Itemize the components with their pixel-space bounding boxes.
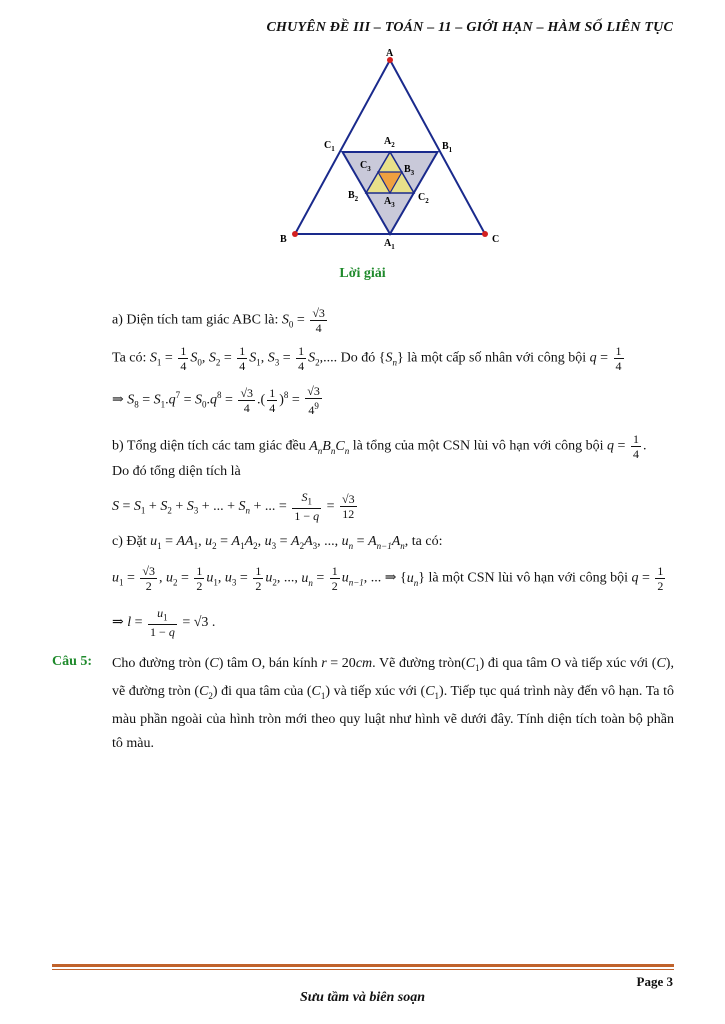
footer-credit: Sưu tầm và biên soạn (299, 990, 426, 1005)
label-B: B (280, 234, 287, 245)
label-A2: $A_2$ (384, 136, 395, 149)
label-B1: $B_1$ (442, 141, 453, 154)
label-A3: $A_3$ (384, 196, 395, 209)
nested-triangles-figure (270, 48, 510, 258)
point-B (292, 231, 298, 237)
label-B2: $B_2$ (348, 190, 359, 203)
label-A1: $A_1$ (384, 238, 395, 251)
solution-c-line2: $u_1$ = $\frac{√3}{2}$ , $u_2$ = $\frac{1}{2}$ $u_1$, $u_3$ = $\frac{1}{2}$ $u_2$, ..., $u_n$ = $\frac{1}{2}$ $u_{n-1}$, ... ⇒ $\{u_n\}$ là một CSN lùi vô hạn với công bội q = $\frac{1}{2}$ (112, 564, 664, 593)
solution-title: Lời giải (339, 266, 386, 281)
solution-a-line3: ⇒ $S_8 = S_1.q^7 = S_0.q^8$ = $\frac{√3}{4}$ .( $\frac{1}{4}$ )$^8$ = $\frac{√3}{4^9}$ (112, 384, 320, 417)
label-C1: $C_1$ (324, 140, 335, 153)
page-number: Page 3 (636, 974, 673, 989)
page-header: CHUYÊN ĐỀ III – TOÁN – 11 – GIỚI HẠN – HÀM SỐ LIÊN TỤC (266, 20, 673, 35)
label-C3: $C_3$ (360, 160, 371, 173)
solution-a-line2: Ta có: $S_1$ = $\frac{1}{4}$ $S_0$, $S_2$ = $\frac{1}{4}$ $S_1$, $S_3$ = $\frac{1}{4}$ $S_2$,.... Do đó $\{S_n\}$ là một cấp số nhân với công bội q = $\frac{1}{4}$ (112, 344, 622, 373)
label-A: A (386, 48, 394, 59)
solution-a-line1: a) Diện tích tam giác ABC là: $S_0$ = $\frac{√3}{4}$ (112, 306, 325, 335)
label-B3: $B_3$ (404, 164, 415, 177)
solution-b-line2: Do đó tổng diện tích là (112, 464, 241, 479)
solution-b-line3: $S = S_1 + S_2 + S_3$ + ... + $S_n$ + ... = $\frac{S_1}{1 - q}$ = $\frac{√3}{12}$ (112, 490, 355, 524)
footer-divider (52, 964, 674, 967)
label-C2: $C_2$ (418, 192, 429, 205)
solution-c-line3: ⇒ l = $\frac{u_1}{1 - q}$ = √3 . (112, 606, 216, 640)
solution-b-line1: b) Tổng diện tích các tam giác đều $A_nB_nC_n$ là tổng của một CSN lùi vô hạn với công bội q = $\frac{1}{4}$ . (112, 432, 647, 461)
footer-divider-thin (52, 969, 674, 970)
question-5-label: Câu 5: (52, 654, 93, 669)
point-C (482, 231, 488, 237)
solution-c-line1: c) Đặt $u_1 = AA_1$, $u_2 = A_1A_2$, $u_3 = A_2A_3$, ..., $u_n = A_{n-1}A_n$, ta có: (112, 534, 443, 551)
question-5-text: Cho đường tròn (C) tâm O, bán kính r = 20cm. Vẽ đường $tròn(C_1)$ đi qua tâm O và tiếp xúc với (C), vẽ đường tròn $(C_2)$ đi qua tâm của $(C_1)$ và tiếp xúc với $(C_1)$. Tiếp tục quá trình này đến vô hạn. Ta tô màu phần ngoài của hình tròn mới theo quy luật như hình vẽ dưới đây. Tính diện tích toàn bộ phần tô màu. (112, 656, 674, 751)
label-C: C (492, 234, 500, 245)
